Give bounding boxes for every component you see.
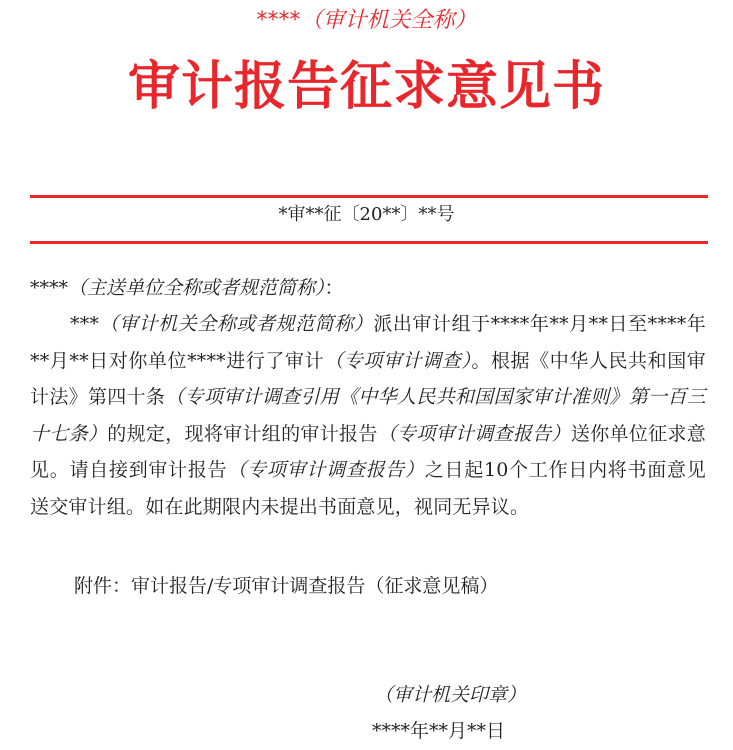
seal-placeholder: （审计机关印章）: [374, 684, 527, 706]
issuing-agency-name: ****（审计机关全称）: [256, 8, 477, 33]
body-placeholder-special-audit: （专项审计调查）: [324, 349, 472, 372]
salutation-colon: ：: [324, 277, 344, 299]
attachment-line: 附件：审计报告/专项审计调查报告（征求意见稿）: [74, 575, 499, 597]
body-text-5: 送你单位征求意见。请自接到审计报告: [30, 422, 706, 481]
recipient-prefix: ****: [30, 277, 68, 299]
document-title: 审计报告征求意见书: [127, 57, 605, 117]
body-text-6: 之日起10个工作日内将书面意见送交审计组。如在此期限内未提出书面意见，视同无异议。: [30, 459, 706, 518]
body-text-2: 派出审计组于****年**月**日至****年**月**日对你单位****进行了审计: [30, 313, 706, 372]
red-divider-top: [30, 195, 708, 198]
body-text-1: ***: [70, 313, 100, 335]
body-placeholder-special-report-2: （专项审计调查报告）: [227, 459, 425, 481]
body-placeholder-special-report-1: （专项审计调查报告）: [377, 422, 571, 445]
body-placeholder-agency: （审计机关全称或者规范简称）: [99, 313, 374, 335]
recipient-placeholder: （主送单位全称或者规范简称）: [68, 277, 325, 299]
body-text-4: 的规定，现将审计组的审计报告: [107, 422, 378, 445]
red-divider-bottom: [30, 241, 708, 244]
body-paragraph: [30, 306, 706, 525]
salutation: [30, 272, 710, 304]
document-number: *审**征〔20**〕**号: [278, 204, 455, 225]
signature-date: ****年**月**日: [372, 720, 506, 742]
body-text-3: 。根据《中华人民共和国审计法》第四十条: [30, 349, 706, 408]
body-placeholder-standards-citation: （专项审计调查引用《中华人民共和国国家审计准则》第一百三十七条）: [30, 386, 707, 445]
